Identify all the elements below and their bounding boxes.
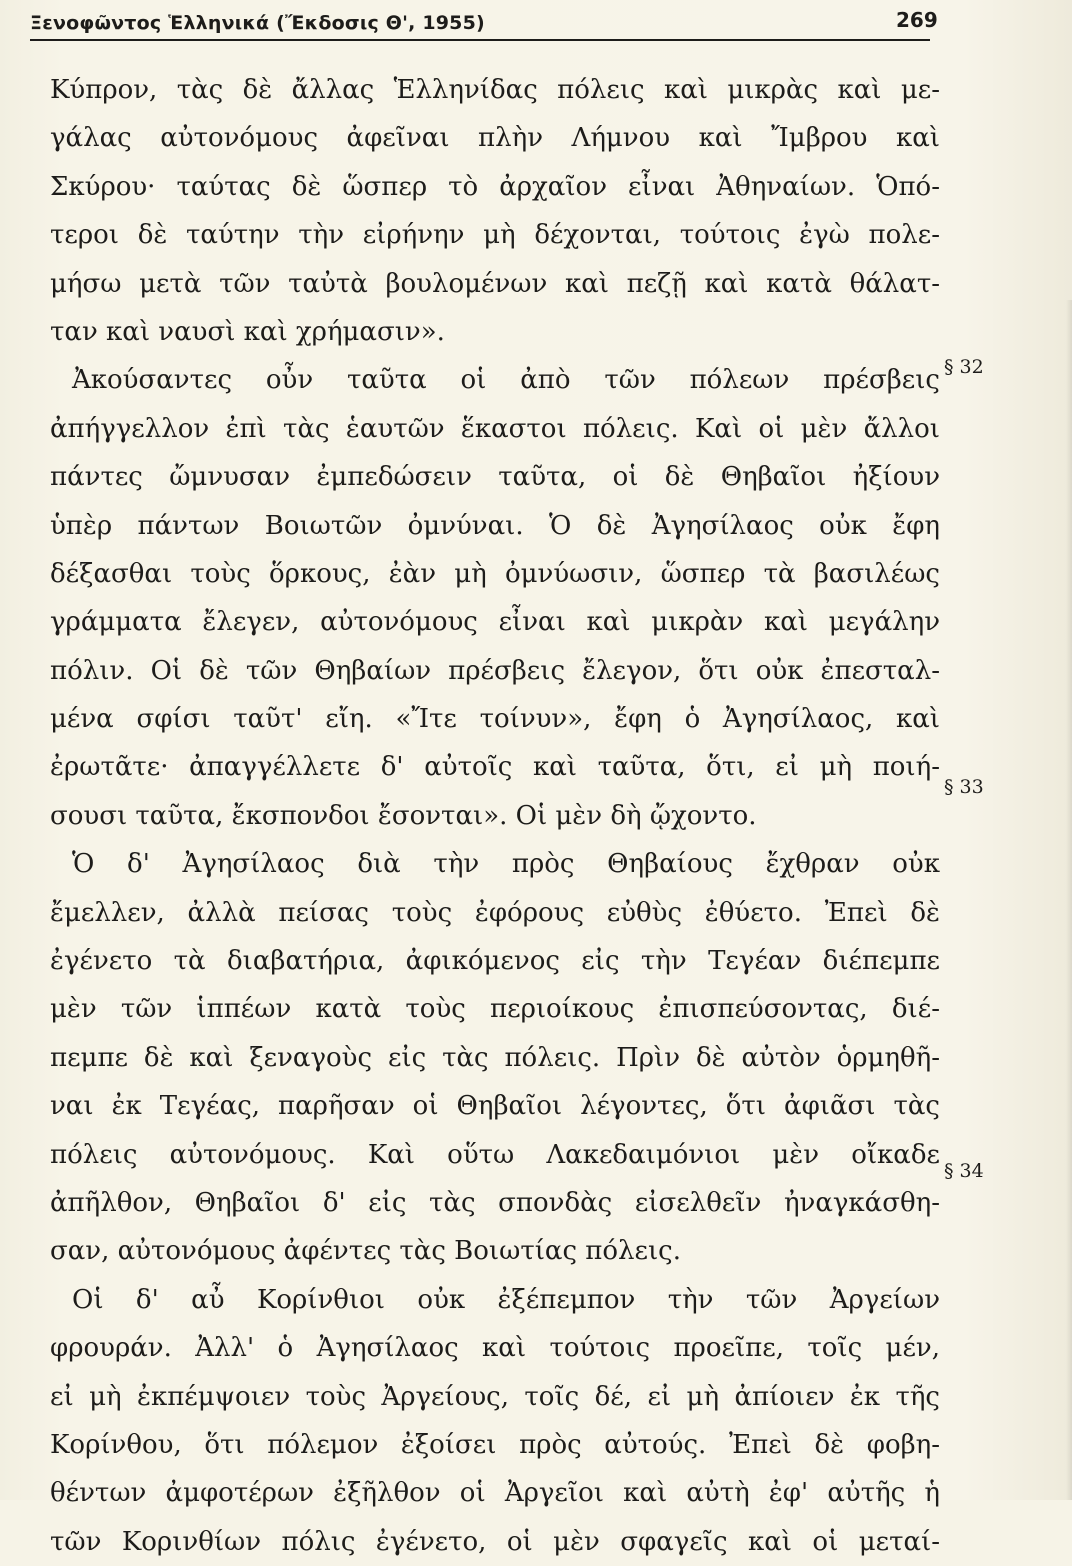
text-line: σουσι ταῦτα, ἔκσπονδοι ἔσονται». Οἱ μὲν δὴ ᾤχοντο. [50,800,757,831]
text-line: πόλεις αὐτονόμους. Καὶ οὕτω Λακεδαιμόνιοι μὲν οἴκαδε [50,1139,940,1170]
section-marker-32: § 32 [944,356,984,378]
text-line: τῶν Κορινθίων πόλις ἐγένετο, οἱ μὲν σφαγεῖς καὶ οἱ μεταί- [50,1526,940,1557]
page-header [30,6,938,40]
text-line: θέντων ἀμφοτέρων ἐξῆλθον οἱ Ἀργεῖοι καὶ αὐτὴ ἐφ' αὐτῆς ἡ [50,1478,940,1509]
text-line: φρουράν. Ἀλλ' ὁ Ἀγησίλαος καὶ τούτοις προεῖπε, τοῖς μέν, [50,1333,940,1364]
running-head: Ξενοφῶντος Ἑλληνικά (Ἔκδοσις Θ', 1955) [30,12,485,34]
text-line: Ἀκούσαντες οὖν ταῦτα οἱ ἀπὸ τῶν πόλεων πρέσβεις [72,365,940,396]
section-marker-34: § 34 [944,1160,984,1182]
text-line: ἐρωτᾶτε· ἀπαγγέλλετε δ' αὐτοῖς καὶ ταῦτα, ὅτι, εἰ μὴ ποιή- [50,752,940,783]
header-rule [30,39,930,41]
text-line: ἔμελλεν, ἀλλὰ πείσας τοὺς ἐφόρους εὐθὺς ἐθύετο. Ἐπεὶ δὲ [50,897,940,928]
text-line: δέξασθαι τοὺς ὅρκους, ἐὰν μὴ ὀμνύωσιν, ὥσπερ τὰ βασιλέως [50,558,940,589]
text-line: Κύπρον, τὰς δὲ ἄλλας Ἑλληνίδας πόλεις καὶ μικρὰς καὶ με- [50,75,940,105]
text-line: ἀπῆλθον, Θηβαῖοι δ' εἰς τὰς σπονδὰς εἰσελθεῖν ἠναγκάσθη- [50,1187,940,1218]
text-line: πεμπε δὲ καὶ ξεναγοὺς εἰς τὰς πόλεις. Πρὶν δὲ αὐτὸν ὁρμηθῆ- [50,1042,940,1073]
text-line: γράμματα ἔλεγεν, αὐτονόμους εἶναι καὶ μικρὰν καὶ μεγάλην [50,607,940,638]
text-line: πάντες ὤμνυσαν ἐμπεδώσειν ταῦτα, οἱ δὲ Θηβαῖοι ἠξίουν [50,462,940,493]
text-line: ἀπήγγελλον ἐπὶ τὰς ἑαυτῶν ἕκαστοι πόλεις. Καὶ οἱ μὲν ἄλλοι [50,413,940,444]
text-line: μὲν τῶν ἱππέων κατὰ τοὺς περιοίκους ἐπισπεύσοντας, διέ- [50,994,940,1025]
text-line: σαν, αὐτονόμους ἀφέντες τὰς Βοιωτίας πόλεις. [50,1236,681,1267]
text-line: ναι ἐκ Τεγέας, παρῆσαν οἱ Θηβαῖοι λέγοντες, ὅτι ἀφιᾶσι τὰς [50,1091,940,1122]
text-line: μήσω μετὰ τῶν ταὐτὰ βουλομένων καὶ πεζῇ καὶ κατὰ θάλατ- [50,268,940,299]
body-text [50,66,940,1566]
text-line: μένα σφίσι ταῦτ' εἴη. «Ἴτε τοίνυν», ἔφη ὁ Ἀγησίλαος, καὶ [50,704,940,735]
page-edge-shadow [1066,300,1072,1500]
text-line: ἐγένετο τὰ διαβατήρια, ἀφικόμενος εἰς τὴν Τεγέαν διέπεμπε [50,946,940,977]
text-line: Κορίνθου, ὅτι πόλεμον ἐξοίσει πρὸς αὐτούς. Ἐπεὶ δὲ φοβη- [50,1429,940,1460]
text-line: ὑπὲρ πάντων Βοιωτῶν ὀμνύναι. Ὁ δὲ Ἀγησίλαος οὐκ ἔφη [50,510,940,541]
text-line: γάλας αὐτονόμους ἀφεῖναι πλὴν Λήμνου καὶ Ἴμβρου καὶ [50,123,940,154]
text-line: εἰ μὴ ἐκπέμψοιεν τοὺς Ἀργείους, τοῖς δέ, εἰ μὴ ἀπίοιεν ἐκ τῆς [50,1381,940,1412]
text-line: ταν καὶ ναυσὶ καὶ χρήμασιν». [50,316,445,347]
page-number: 269 [896,8,938,32]
text-line: Σκύρου· ταύτας δὲ ὥσπερ τὸ ἀρχαῖον εἶναι Ἀθηναίων. Ὁπό- [50,171,940,202]
text-line: τεροι δὲ ταύτην τὴν εἰρήνην μὴ δέχονται, τούτοις ἐγὼ πολε- [50,220,940,251]
text-line: Ὁ δ' Ἀγησίλαος διὰ τὴν πρὸς Θηβαίους ἔχθραν οὐκ [72,849,940,880]
text-line: Οἱ δ' αὖ Κορίνθιοι οὐκ ἐξέπεμπον τὴν τῶν Ἀργείων [72,1284,940,1315]
text-line: πόλιν. Οἱ δὲ τῶν Θηβαίων πρέσβεις ἔλεγον, ὅτι οὐκ ἐπεσταλ- [50,655,940,686]
section-marker-33: § 33 [944,776,984,798]
